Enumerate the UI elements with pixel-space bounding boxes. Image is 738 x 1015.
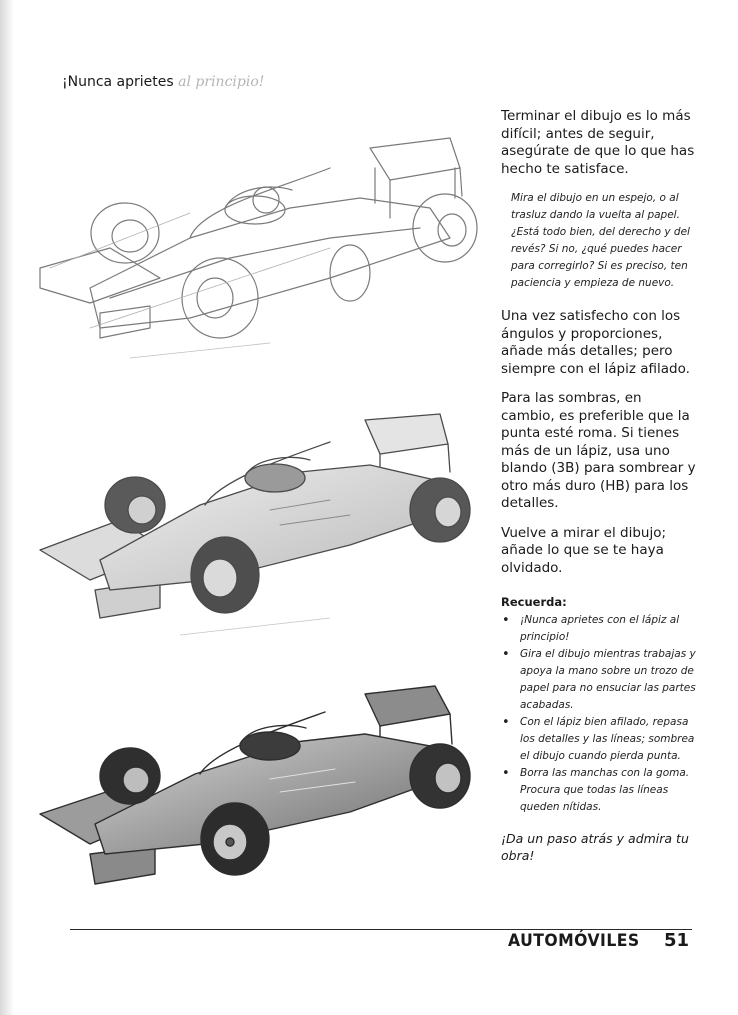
tips-list [501, 612, 696, 816]
car-sketch-finished [30, 684, 490, 899]
tip-item: • Borra las manchas con la goma. Procura que todas las líneas queden nítidas. [501, 765, 696, 816]
page-heading [62, 74, 264, 90]
heading-lead: ¡Nunca aprietes [62, 74, 179, 90]
footer-section-title: AUTOMÓVILES [508, 931, 640, 951]
tip-item: • Gira el dibujo mientras trabajas y apoya la mano sobre un trozo de papel para no ensuciar las partes acabadas. [501, 646, 696, 714]
paragraph-finish: Terminar el dibujo es lo más difícil; antes de seguir, asegúrate de que lo que has hecho te satisface. [501, 108, 695, 177]
closing-line: ¡Da un paso atrás y admira tu obra! [501, 831, 689, 863]
tip-item: • Con el lápiz bien afilado, repasa los detalles y las líneas; sombrea el dibujo cuando pierda punta. [501, 714, 696, 765]
car-sketch-shaded [30, 410, 490, 640]
heading-accent: al principio! [178, 74, 265, 90]
paragraph-details: Una vez satisfecho con los ángulos y proporciones, añade más detalles; pero siempre con el lápiz afilado. [501, 308, 690, 377]
paragraph-shading: Para las sombras, en cambio, es preferible que la punta esté roma. Si tienes más de un lápiz, usa uno blando (3B) para sombrear y otro más duro (HB) para los detalles. [501, 390, 696, 511]
text-column [501, 108, 696, 864]
tip-item: • ¡Nunca aprietes con el lápiz al principio! [501, 612, 696, 646]
note-mirror: Mira el dibujo en un espejo, o al trasluz dando la vuelta al papel. ¿Está todo bien, del derecho y del revés? Si no, ¿qué puedes hacer para corregirlo? Si es preciso, ten paciencia y empieza de nuevo. [511, 192, 690, 289]
page-edge-shadow [0, 0, 14, 1015]
car-sketch-outline [30, 128, 490, 368]
remember-title: Recuerda: [501, 595, 567, 609]
paragraph-review: Vuelve a mirar el dibujo; añade lo que se te haya olvidado. [501, 524, 666, 576]
footer-divider [70, 929, 692, 930]
page-number: 51 [664, 930, 690, 951]
